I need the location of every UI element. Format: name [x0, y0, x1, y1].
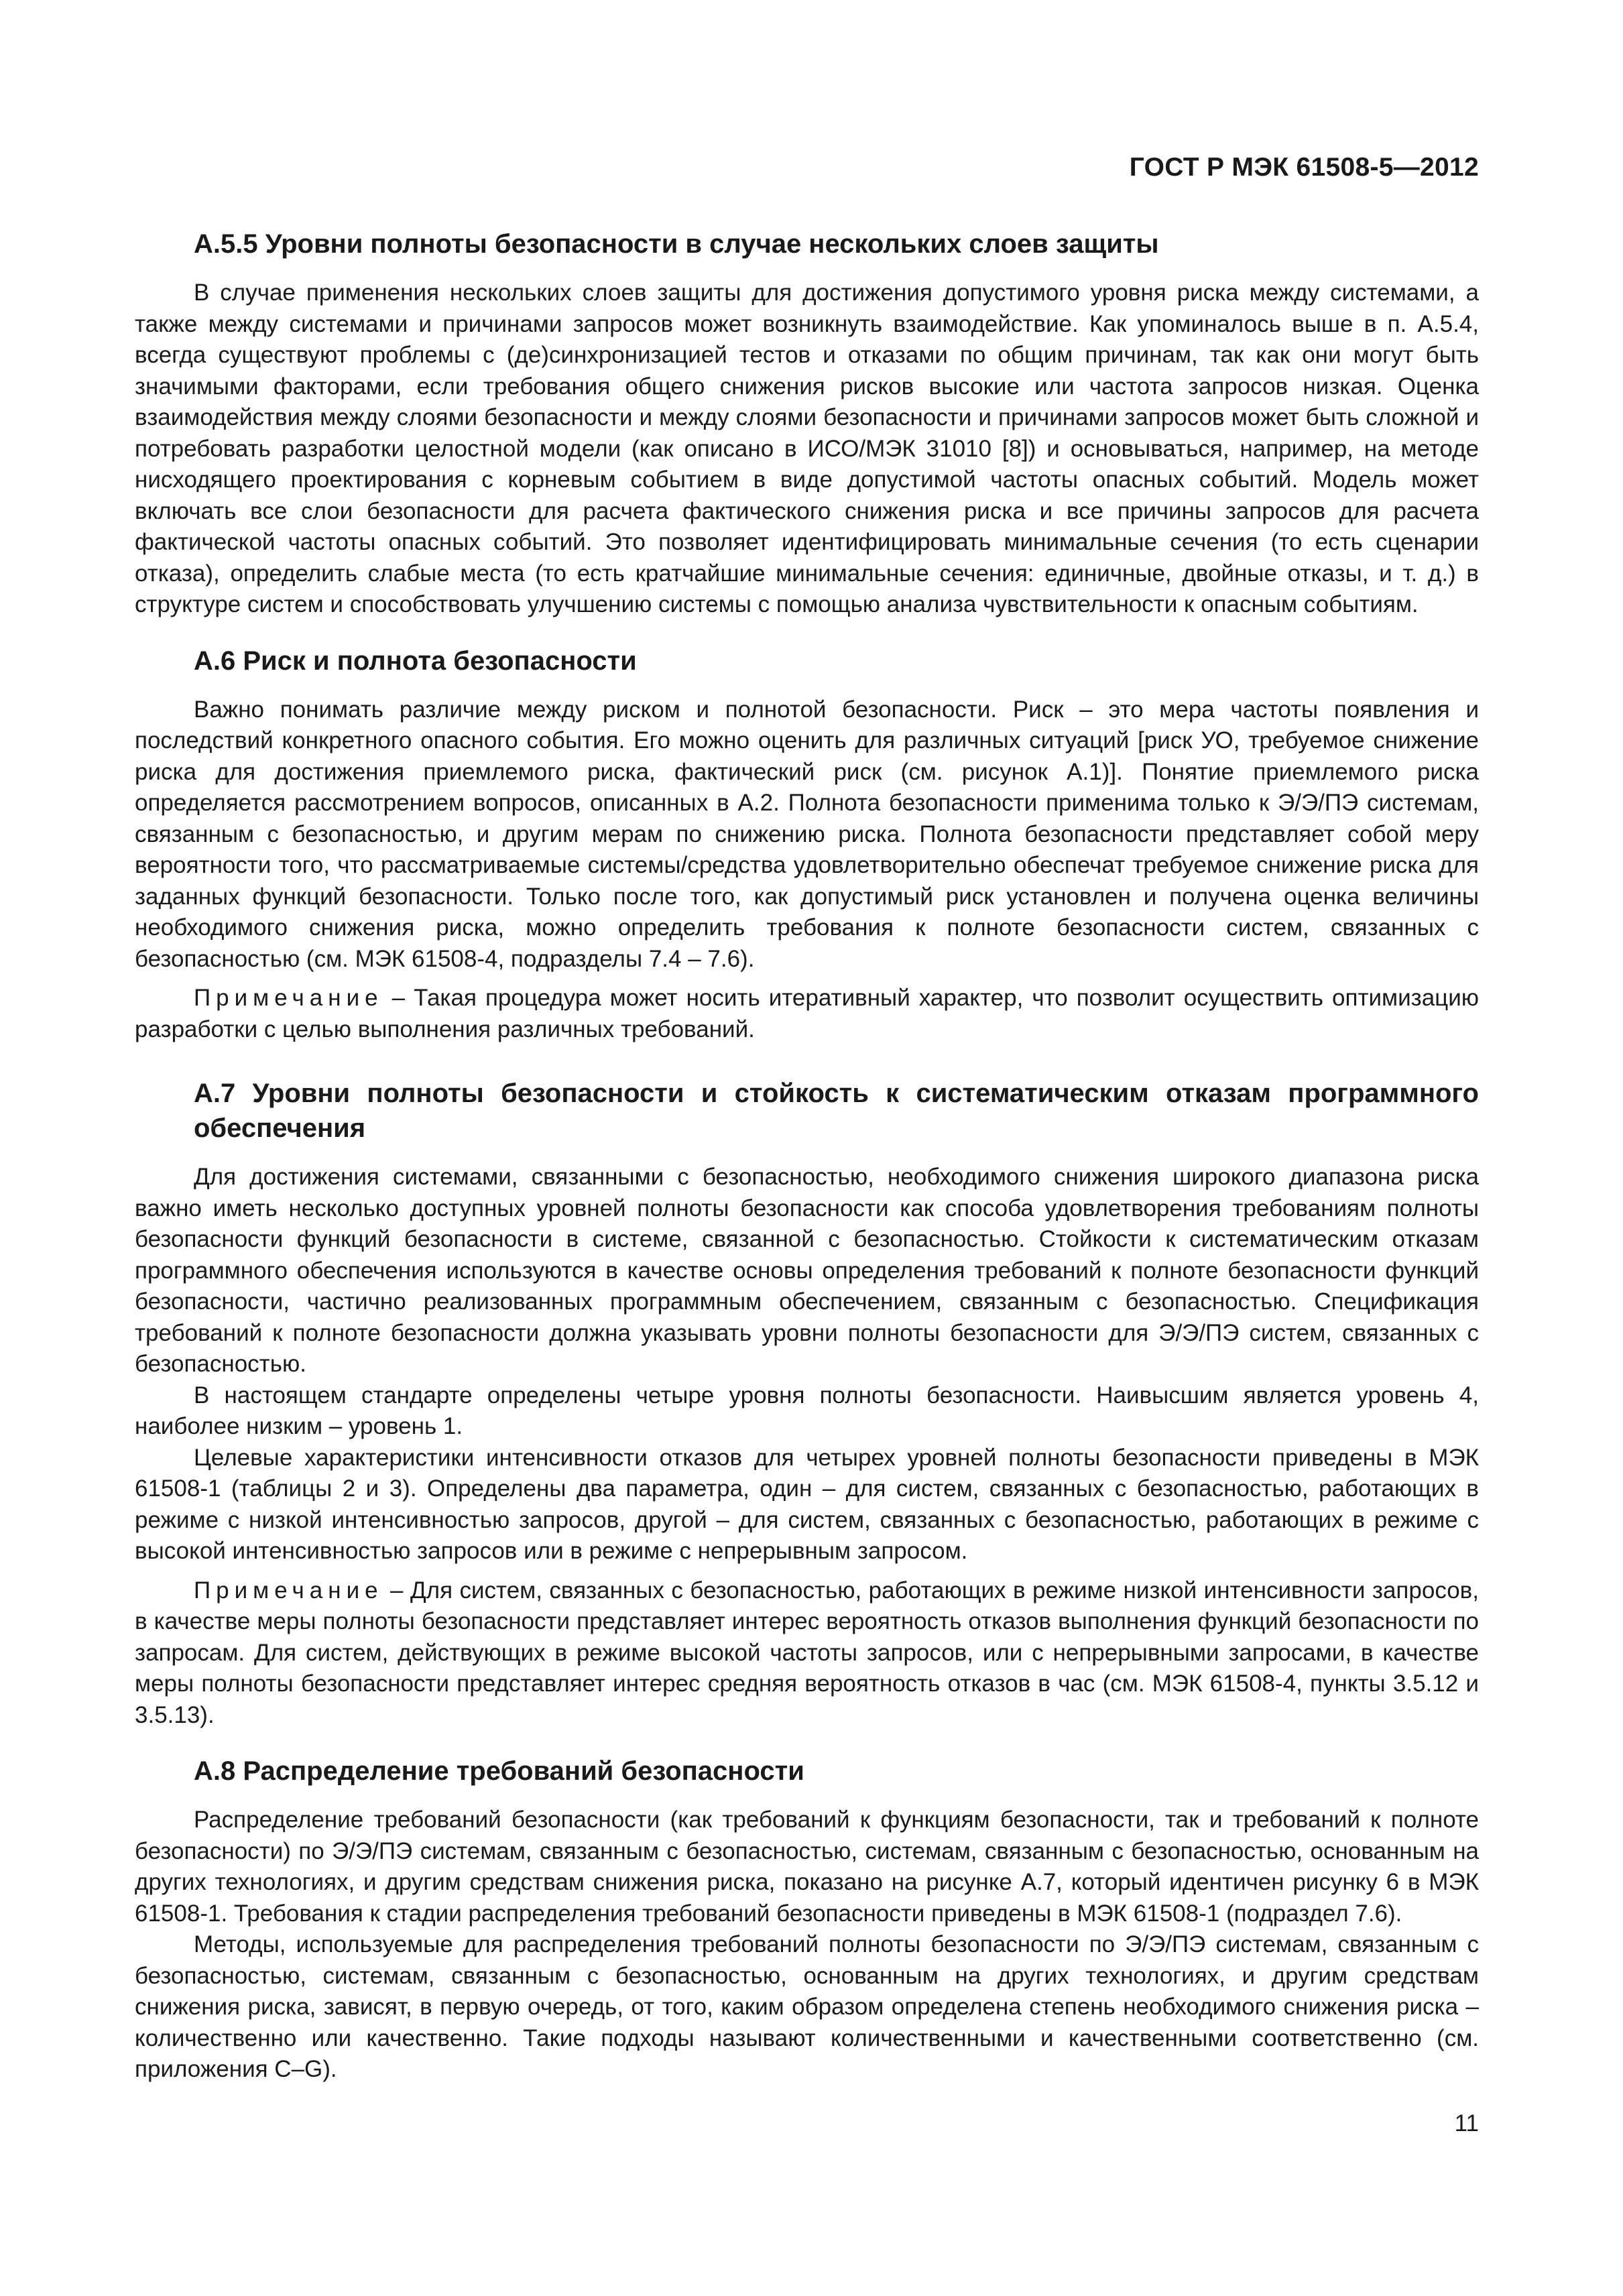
- section-a8-paragraph-2: Методы, используемые для распределения требований полноты безопасности по Э/Э/ПЭ системам, связанным с безопасностью, системам, связанным с безопасностью, основанным на других технологиях, и другим средствам снижения риска, зависят, в первую очередь, от того, каким образом определена степень необходимого снижения риска – количественно или качественно. Такие подходы называют количественными и качественными соответственно (см. приложения C–G).: [135, 1931, 1479, 2082]
- section-a6-title: А.6 Риск и полнота безопасности: [194, 646, 637, 676]
- note-text: – Такая процедура может носить итеративный характер, что позволит осуществить оптимизацию разработки с целью выполнения различных требований.: [135, 985, 1479, 1042]
- note-text: – Для систем, связанных с безопасностью, работающих в режиме низкой интенсивности запросов, в качестве меры полноты безопасности представляет интерес вероятность отказов выполнения функций безопасности по запросам. Для систем, действующих в режиме высокой частоты запросов, или с непрерывными запросами, в качестве меры полноты безопасности представляет интерес средняя вероятность отказов в час (см. МЭК 61508-4, пункты 3.5.12 и 3.5.13).: [135, 1577, 1479, 1728]
- document-page: [135, 0, 1479, 2296]
- section-a8-title: А.8 Распределение требований безопасности: [194, 1756, 804, 1786]
- section-a7-paragraph-2: В настоящем стандарте определены четыре уровня полноты безопасности. Наивысшим является уровень 4, наиболее низким – уровень 1.: [135, 1382, 1479, 1439]
- section-a8-paragraph-1: Распределение требований безопасности (как требований к функциям безопасности, так и требований к полноте безопасности) по Э/Э/ПЭ системам, связанным с безопасностью, системам, связанным с безопасностью, основанным на других технологиях, и другим средствам снижения риска, показано на рисунке А.7, который идентичен рисунку 6 в МЭК 61508-1. Требования к стадии распределения требований безопасности приведены в МЭК 61508-1 (подраздел 7.6).: [135, 1807, 1479, 1927]
- page-number: 11: [1454, 2110, 1479, 2136]
- section-a55-paragraph-1: В случае применения нескольких слоев защиты для достижения допустимого уровня риска между системами, а также между системами и причинами запросов может возникнуть взаимодействие. Как упоминалось выше в п. А.5.4, всегда существуют проблемы с (де)синхронизацией тестов и отказами по общим причинам, так как они могут быть значимыми факторами, если требования общего снижения рисков высокие или частота запросов низкая. Оценка взаимодействия между слоями безопасности и между слоями безопасности и причинами запросов может быть сложной и потребовать разработки целостной модели (как описано в ИСО/МЭК 31010 [8]) и основываться, например, на методе нисходящего проектирования с корневым событием в виде допустимой частоты опасных событий. Модель может включать все слои безопасности для расчета фактического снижения риска и все причины запросов для расчета фактической частоты опасных событий. Это позволяет идентифицировать минимальные сечения (то есть сценарии отказа), определить слабые места (то есть кратчайшие минимальные сечения: единичные, двойные отказы, и т. д.) в структуре систем и способствовать улучшению системы с помощью анализа чувствительности к опасным событиям.: [135, 280, 1479, 617]
- note-label: Примечание: [194, 1577, 383, 1604]
- document-id-header: ГОСТ Р МЭК 61508-5—2012: [1129, 153, 1479, 182]
- section-a55-title: А.5.5 Уровни полноты безопасности в случае нескольких слоев защиты: [194, 229, 1159, 259]
- document-body: [135, 227, 1479, 2086]
- section-a6-note: [135, 983, 1479, 1045]
- section-a7-title: А.7 Уровни полноты безопасности и стойкость к систематическим отказам программного обеспечения: [194, 1079, 1479, 1143]
- section-a7-paragraph-1: Для достижения системами, связанными с безопасностью, необходимого снижения широкого диапазона риска важно иметь несколько доступных уровней полноты безопасности как способа удовлетворения требованиям полноты безопасности функций безопасности в системе, связанной с безопасностью. Стойкости к систематическим отказам программного обеспечения используются в качестве основы определения требований к полноте безопасности функций безопасности, частично реализованных программным обеспечением, связанным с безопасностью. Спецификация требований к полноте безопасности должна указывать уровни полноты безопасности для Э/Э/ПЭ систем, связанных с безопасностью.: [135, 1164, 1479, 1377]
- section-a7-paragraph-3: Целевые характеристики интенсивности отказов для четырех уровней полноты безопасности приведены в МЭК 61508-1 (таблицы 2 и 3). Определены два параметра, один – для систем, связанных с безопасностью, работающих в режиме с низкой интенсивностью запросов, другой – для систем, связанных с безопасностью, работающих в режиме с высокой интенсивностью запросов или в режиме с непрерывным запросом.: [135, 1444, 1479, 1564]
- note-label: Примечание: [194, 985, 383, 1011]
- section-a7-note: [135, 1575, 1479, 1732]
- section-a6-paragraph-1: Важно понимать различие между риском и полнотой безопасности. Риск – это мера частоты появления и последствий конкретного опасного события. Его можно оценить для различных ситуаций [риск УО, требуемое снижение риска для достижения приемлемого риска, фактический риск (см. рисунок А.1)]. Понятие приемлемого риска определяется рассмотрением вопросов, описанных в А.2. Полнота безопасности применима только к Э/Э/ПЭ системам, связанным с безопасностью, и другим мерам по снижению риска. Полнота безопасности представляет собой меру вероятности того, что рассматриваемые системы/средства удовлетворительно обеспечат требуемое снижение риска для заданных функций безопасности. Только после того, как допустимый риск установлен и получена оценка величины необходимого снижения риска, можно определить требования к полноте безопасности систем, связанных с безопасностью (см. МЭК 61508-4, подразделы 7.4 – 7.6).: [135, 696, 1479, 972]
